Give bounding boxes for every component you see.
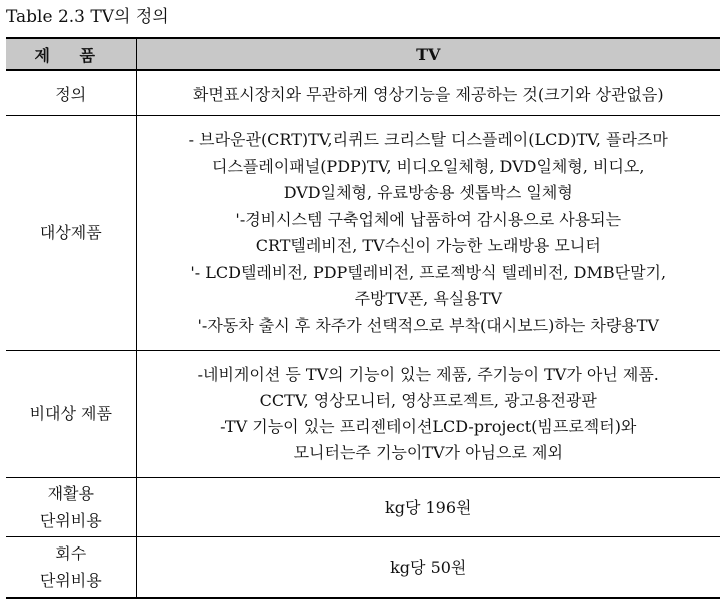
header-tv: TV [136,38,720,70]
row-label [6,478,136,537]
content-line: 모니터는주 기능이TV가 아님으로 제외 [293,443,563,462]
row-label-line: 단위비용 [39,511,102,530]
row-label-line: 대상제품 [39,222,102,242]
content-line: - 브라운관(CRT)TV,리퀴드 크리스탈 디스플레이(LCD)TV, 플라즈마 [188,130,668,149]
content-line: -TV 기능이 있는 프리젠테이션LCD-project(빔프로젝터)와 [220,417,637,436]
table-row-target-products [6,116,720,351]
table-caption: Table 2.3 TV의 정의 [6,7,169,27]
content-line: 주방TV폰, 욕실용TV [354,289,502,308]
content-line: kg당 196원 [385,497,472,517]
content-line: kg당 50원 [390,557,467,577]
table-row-definition [6,70,720,116]
row-content [136,537,720,599]
content-line: CRT텔레비전, TV수신이 가능한 노래방용 모니터 [255,236,601,255]
tv-definition-table [6,37,720,599]
row-content [136,116,720,351]
row-label [6,70,136,116]
row-label [6,351,136,478]
table-row-recycling-cost [6,478,720,537]
row-label-line: 단위비용 [39,571,102,590]
row-label [6,537,136,599]
row-label [6,116,136,351]
content-line: '- LCD텔레비전, PDP텔레비전, 프로젝방식 텔레비전, DMB단말기, [190,262,667,282]
content-line: -네비게이션 등 TV의 기능이 있는 제품, 주기능이 TV가 아닌 제품. [197,365,659,384]
row-content [136,351,720,478]
table-row-collection-cost [6,537,720,599]
content-line: 디스플레이패널(PDP)TV, 비디오일체형, DVD일체형, 비디오, [212,156,645,176]
content-line: DVD일체형, 유료방송용 셋톱박스 일체형 [283,183,573,202]
content-line: '-자동차 출시 후 차주가 선택적으로 부착(대시보드)하는 차량용TV [197,315,659,335]
row-content [136,70,720,116]
row-label-line: 재활용 [47,484,94,503]
table-header-row [6,38,720,70]
row-label-line: 비대상 제품 [29,404,112,423]
content-line: '-경비시스템 구축업체에 납품하여 감시용으로 사용되는 [235,209,622,229]
row-label-line: 정의 [55,84,87,104]
row-label-line: 회수 [55,544,87,563]
row-content [136,478,720,537]
table-row-non-target-products [6,351,720,478]
content-line: CCTV, 영상모니터, 영상프로젝트, 광고용전광판 [259,391,597,410]
header-product: 제 품 [6,38,136,70]
content-line: 화면표시장치와 무관하게 영상기능을 제공하는 것(크기와 상관없음) [192,84,664,104]
